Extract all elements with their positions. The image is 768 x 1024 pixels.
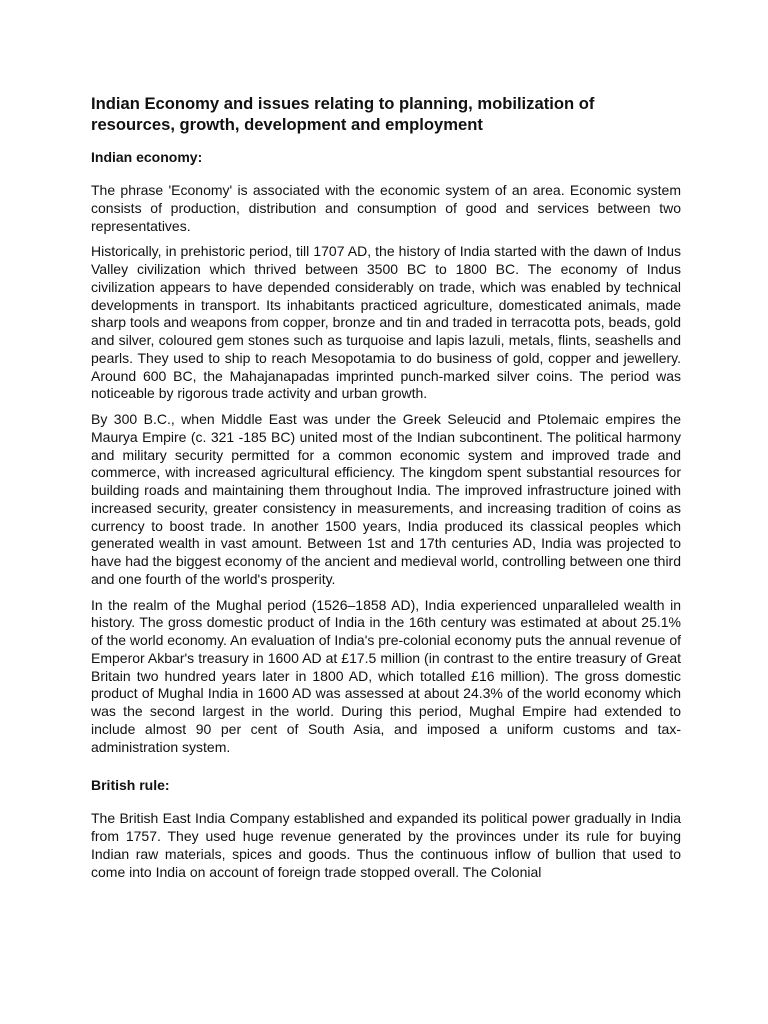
paragraph: The British East India Company established and expanded its political power gradually in India from 1757. They used huge revenue generated by the provinces under its rule for buying Indian raw materials, spices and goods. Thus the continuous inflow of bullion that used to come into India on account of foreign trade stopped overall. The Colonial [91, 810, 681, 880]
paragraph: In the realm of the Mughal period (1526–1858 AD), India experienced unparalleled wealth in history. The gross domestic product of India in the 16th century was estimated at about 25.1% of the world economy. An evaluation of India's pre-colonial economy puts the annual revenue of Emperor Akbar's treasury in 1600 AD at £17.5 million (in contrast to the entire treasury of Great Britain two hundred years later in 1800 AD, which totalled £16 million). The gross domestic product of Mughal India in 1600 AD was assessed at about 24.3% of the world economy which was the second largest in the world. During this period, Mughal Empire had extended to include almost 90 per cent of South Asia, and imposed a uniform customs and tax-administration system. [91, 596, 682, 755]
paragraph: Historically, in prehistoric period, till 1707 AD, the history of India started with the dawn of Indus Valley civilization which thrived between 3500 BC to 1800 BC. The economy of Indus civilization appears to have depended considerably on trade, which was enabled by technical developments in transport. Its inhabitants practiced agriculture, domesticated animals, made sharp tools and weapons from copper, bronze and tin and traded in terracotta pots, beads, gold and silver, coloured gem stones such as turquoise and lapis lazuli, metals, flints, seashells and pearls. They used to ship to reach Mesopotamia to do business of gold, copper and jewellery. Around 600 BC, the Mahajanapadas imprinted punch-marked silver coins. The period was noticeable by rigorous trade activity and urban growth. [91, 243, 681, 402]
section-heading: British rule: [91, 777, 170, 794]
paragraph: The phrase 'Economy' is associated with the economic system of an area. Economic system consists of production, distribution and consumption of good and services between two representatives. [91, 182, 681, 234]
section-indian-economy [91, 148, 681, 756]
document-title: Indian Economy and issues relating to planning, mobilization of resources, growth, development and employment [91, 94, 595, 134]
section-british-rule [91, 776, 681, 881]
section-heading: Indian economy: [91, 149, 203, 165]
paragraph: By 300 B.C., when Middle East was under the Greek Seleucid and Ptolemaic empires the Maurya Empire (c. 321 -185 BC) united most of the Indian subcontinent. The political harmony and military security permitted for a common economic system and improved trade and commerce, with increased agricultural efficiency. The kingdom spent substantial resources for building roads and maintaining them throughout India. The improved infrastructure joined with increased security, greater consistency in measurements, and increasing tradition of coins as currency to boost trade. In another 1500 years, India produced its classical peoples which generated wealth in vast amount. Between 1st and 17th centuries AD, India was projected to have had the biggest economy of the ancient and medieval world, controlling between one third and one fourth of the world's prosperity. [91, 411, 681, 587]
